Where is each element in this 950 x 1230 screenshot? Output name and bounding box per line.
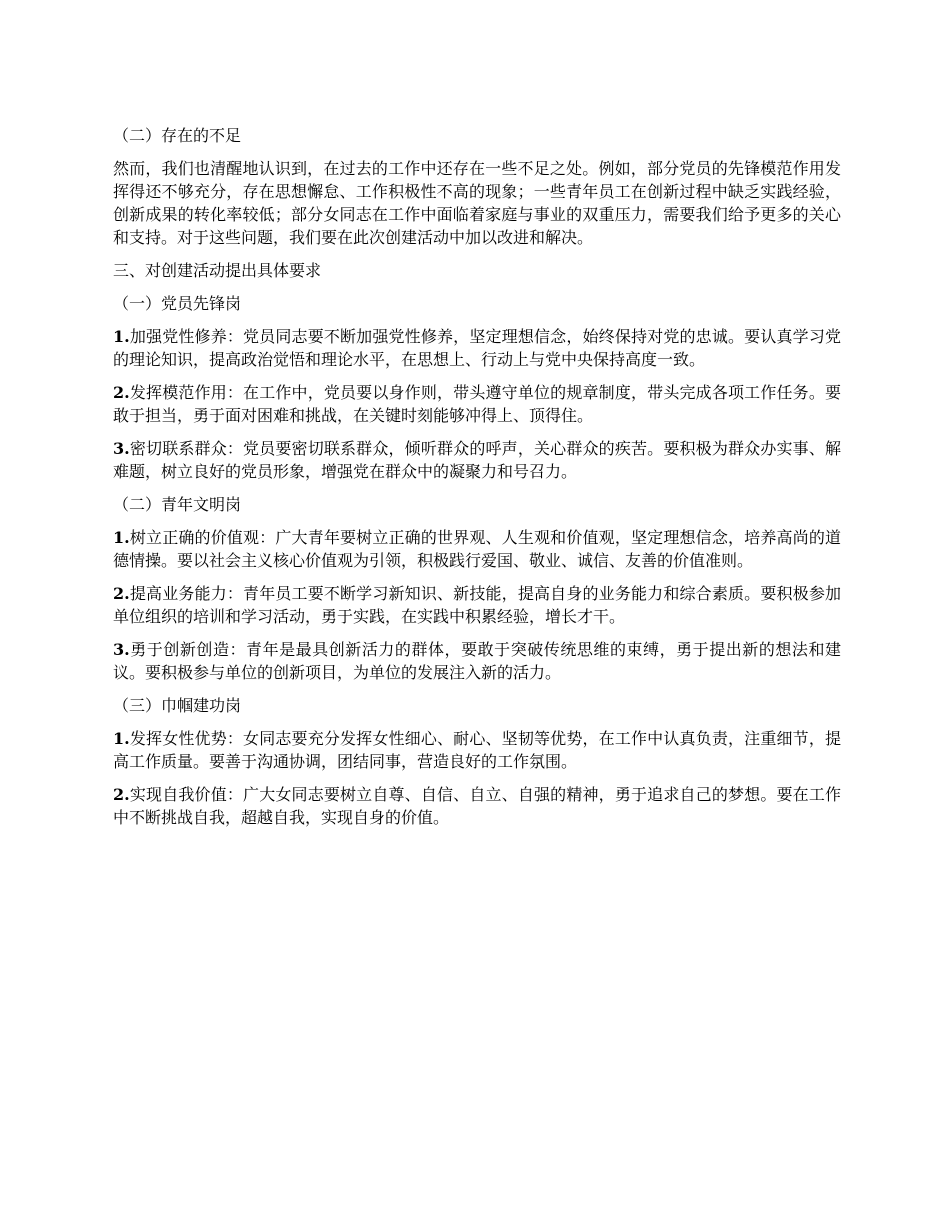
section-heading-requirements: 三、对创建活动提出具体要求 <box>113 261 322 280</box>
numbered-item-youth-1 <box>113 526 841 572</box>
item-text: 发挥模范作用：在工作中，党员要以身作则，带头遵守单位的规章制度，带头完成各项工作任务。要敢于担当，勇于面对困难和挑战，在关键时刻能够冲得上、顶得住。 <box>113 383 841 425</box>
subsection-heading-youth-post: （二）青年文明岗 <box>113 495 242 514</box>
item-number: 2. <box>113 785 130 804</box>
item-number: 3. <box>113 640 130 659</box>
numbered-item-party-2 <box>113 381 841 427</box>
item-number: 2. <box>113 584 130 603</box>
subsection-heading-women-post: （三）巾帼建功岗 <box>113 696 242 715</box>
item-text: 树立正确的价值观：广大青年要树立正确的世界观、人生观和价值观，坚定理想信念，培养高尚的道德情操。要以社会主义核心价值观为引领，积极践行爱国、敬业、诚信、友善的价值准则。 <box>113 528 841 570</box>
item-text: 加强党性修养：党员同志要不断加强党性修养，坚定理想信念，始终保持对党的忠诚。要认真学习党的理论知识，提高政治觉悟和理论水平，在思想上、行动上与党中央保持高度一致。 <box>113 327 841 369</box>
numbered-item-party-1 <box>113 325 841 371</box>
numbered-item-women-2 <box>113 783 841 829</box>
item-text: 提高业务能力：青年员工要不断学习新知识、新技能，提高自身的业务能力和综合素质。要积极参加单位组织的培训和学习活动，勇于实践，在实践中积累经验，增长才干。 <box>113 584 841 626</box>
item-text: 发挥女性优势：女同志要充分发挥女性细心、耐心、坚韧等优势，在工作中认真负责，注重细节，提高工作质量。要善于沟通协调，团结同事，营造良好的工作氛围。 <box>113 729 841 771</box>
paragraph-deficiencies: 然而，我们也清醒地认识到，在过去的工作中还存在一些不足之处。例如，部分党员的先锋模范作用发挥得还不够充分，存在思想懈怠、工作积极性不高的现象；一些青年员工在创新过程中缺乏实践经验，创新成果的转化率较低；部分女同志在工作中面临着家庭与事业的双重压力，需要我们给予更多的关心和支持。对于这些问题，我们要在此次创建活动中加以改进和解决。 <box>113 159 841 247</box>
item-number: 2. <box>113 383 130 402</box>
numbered-item-youth-3 <box>113 638 841 684</box>
numbered-item-party-3 <box>113 437 841 483</box>
section-heading-deficiencies: （二）存在的不足 <box>113 126 242 145</box>
item-number: 3. <box>113 439 130 458</box>
numbered-item-women-1 <box>113 727 841 773</box>
item-number: 1. <box>113 528 130 547</box>
item-text: 实现自我价值：广大女同志要树立自尊、自信、自立、自强的精神，勇于追求自己的梦想。要在工作中不断挑战自我，超越自我，实现自身的价值。 <box>113 785 841 827</box>
item-text: 密切联系群众：党员要密切联系群众，倾听群众的呼声，关心群众的疾苦。要积极为群众办实事、解难题，树立良好的党员形象，增强党在群众中的凝聚力和号召力。 <box>113 439 841 481</box>
numbered-item-youth-2 <box>113 582 841 628</box>
item-number: 1. <box>113 729 130 748</box>
document-page <box>113 124 841 839</box>
item-number: 1. <box>113 327 130 346</box>
item-text: 勇于创新创造：青年是最具创新活力的群体，要敢于突破传统思维的束缚，勇于提出新的想法和建议。要积极参与单位的创新项目，为单位的发展注入新的活力。 <box>113 640 841 682</box>
subsection-heading-party-post: （一）党员先锋岗 <box>113 294 242 313</box>
